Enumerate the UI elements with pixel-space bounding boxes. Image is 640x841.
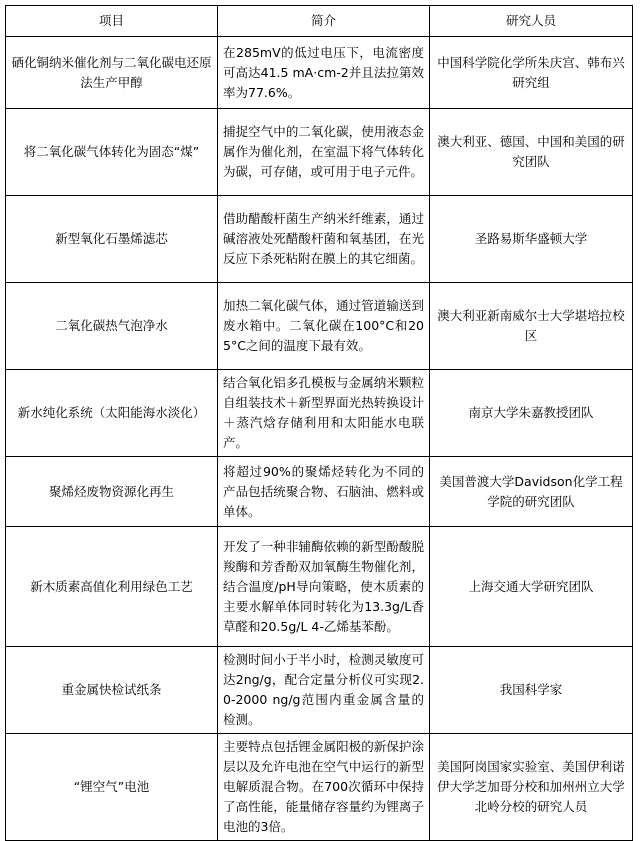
team-cell: 上海交通大学研究团队 — [430, 527, 633, 647]
team-cell: 美国阿岗国家实验室、美国伊利诺伊大学芝加哥分校和加州州立大学北岭分校的研究人员 — [430, 734, 633, 841]
table-row — [6, 734, 633, 841]
table-row — [6, 370, 633, 457]
team-cell: 澳大利亚新南威尔士大学堪培拉校区 — [430, 283, 633, 370]
project-cell: 硒化铜纳米催化剂与二氧化碳电还原法生产甲醇 — [6, 37, 218, 109]
summary-cell: 检测时间小于半小时，检测灵敏度可达2ng/g，配合定量分析仪可实现2.0-2000 ng/g范围内重金属含量的检测。 — [218, 647, 430, 734]
project-cell: 二氧化碳热气泡净水 — [6, 283, 218, 370]
table-row — [6, 647, 633, 734]
summary-cell: 捕捉空气中的二氧化碳，使用液态金属作为催化剂，在室温下将气体转化为碳，可存储，或可用于电子元件。 — [218, 109, 430, 196]
project-cell: 聚烯烃废物资源化再生 — [6, 457, 218, 527]
team-cell: 澳大利亚、德国、中国和美国的研究团队 — [430, 109, 633, 196]
project-cell: 新木质素高值化利用绿色工艺 — [6, 527, 218, 647]
table-body — [6, 37, 633, 841]
summary-cell: 将超过90%的聚烯烃转化为不同的产品包括统聚合物、石脑油、燃料或单体。 — [218, 457, 430, 527]
table-row — [6, 37, 633, 109]
table-header — [6, 6, 633, 37]
summary-cell: 开发了一种非辅酶依赖的新型酚酸脱羧酶和芳香酚双加氧酶生物催化剂，结合温度/pH导向策略，使木质素的主要水解单体同时转化为13.3g/L香草醛和20.5g/L 4-乙烯基苯酚。 — [218, 527, 430, 647]
team-cell: 南京大学朱嘉教授团队 — [430, 370, 633, 457]
table-row — [6, 109, 633, 196]
header-project: 项目 — [6, 6, 218, 37]
table-row — [6, 457, 633, 527]
research-table — [5, 5, 633, 841]
summary-cell: 结合氧化铝多孔模板与金属纳米颗粒自组装技术＋新型界面光热转换设计＋蒸汽焓存储利用和太阳能水电联产。 — [218, 370, 430, 457]
project-cell: “锂空气”电池 — [6, 734, 218, 841]
project-cell: 将二氧化碳气体转化为固态“煤” — [6, 109, 218, 196]
header-row — [6, 6, 633, 37]
team-cell: 中国科学院化学所朱庆宫、韩布兴研究组 — [430, 37, 633, 109]
project-cell: 新水纯化系统（太阳能海水淡化） — [6, 370, 218, 457]
header-summary: 简介 — [218, 6, 430, 37]
summary-cell: 在285mV的低过电压下，电流密度可高达41.5 mA·cm-2并且法拉第效率为77.6%。 — [218, 37, 430, 109]
team-cell: 美国普渡大学Davidson化学工程学院的研究团队 — [430, 457, 633, 527]
summary-cell: 加热二氧化碳气体，通过管道输送到废水箱中。二氧化碳在100°C和205°C之间的温度下最有效。 — [218, 283, 430, 370]
table-row — [6, 527, 633, 647]
table-row — [6, 283, 633, 370]
team-cell: 圣路易斯华盛顿大学 — [430, 196, 633, 283]
team-cell: 我国科学家 — [430, 647, 633, 734]
document-page — [5, 5, 633, 841]
project-cell: 重金属快检试纸条 — [6, 647, 218, 734]
summary-cell: 借助醋酸杆菌生产纳米纤维素，通过碱溶液处死醋酸杆菌和氧基团，在光反应下杀死粘附在膜上的其它细菌。 — [218, 196, 430, 283]
project-cell: 新型氧化石墨烯滤芯 — [6, 196, 218, 283]
table-row — [6, 196, 633, 283]
summary-cell: 主要特点包括锂金属阳极的新保护涂层以及允许电池在空气中运行的新型电解质混合物。在700次循环中保持了高性能，能量储存容量约为锂离子电池的3倍。 — [218, 734, 430, 841]
header-team: 研究人员 — [430, 6, 633, 37]
